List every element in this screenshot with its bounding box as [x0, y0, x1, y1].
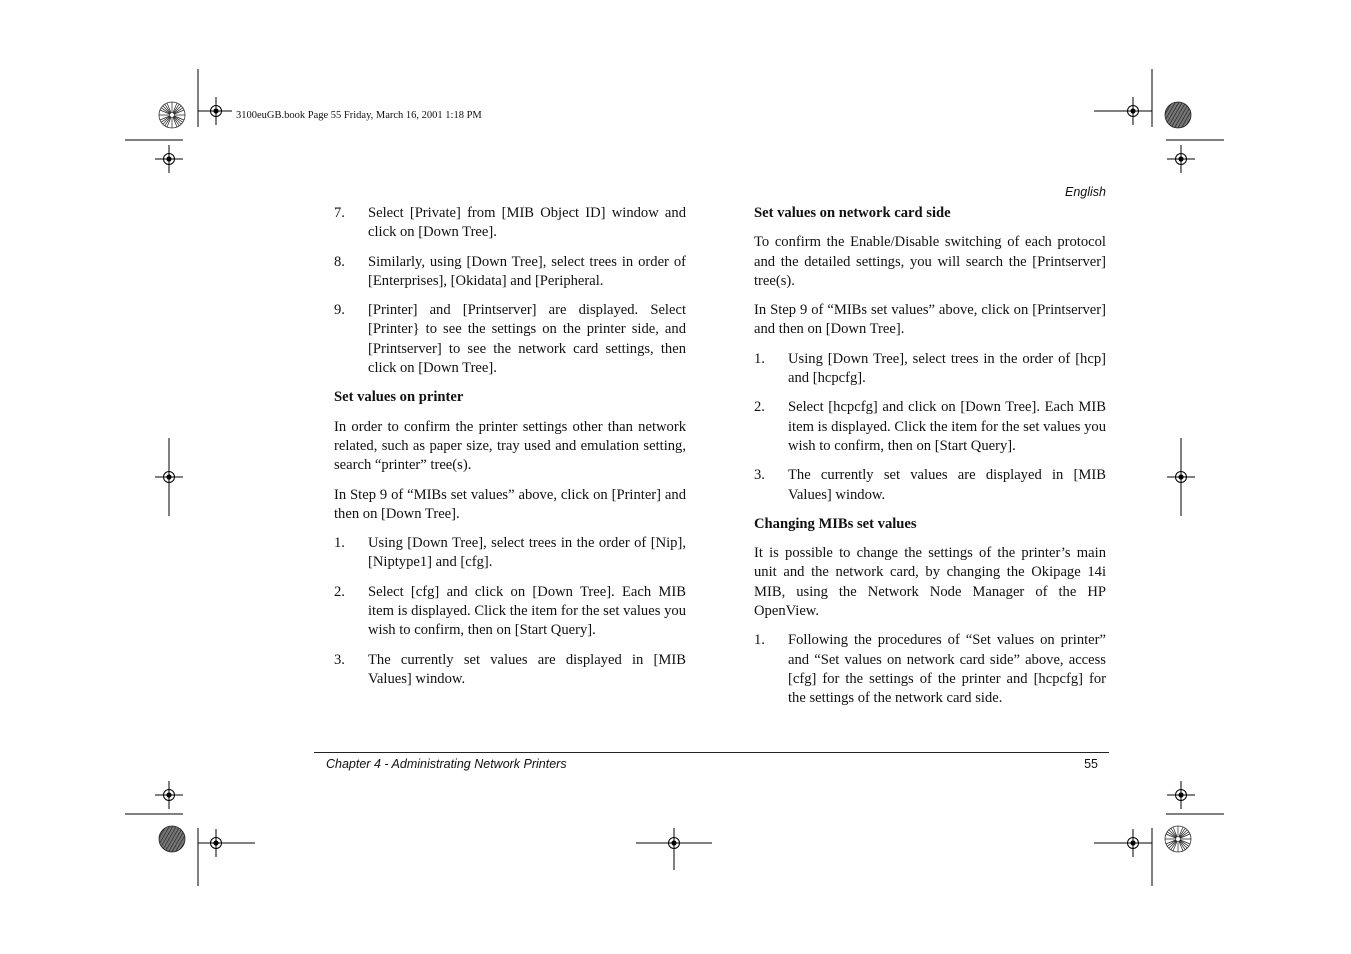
list-number: 3.: [754, 467, 765, 484]
section-heading-printer: Set values on printer: [334, 389, 464, 406]
list-number: 8.: [334, 253, 345, 270]
list-text: Using [Down Tree], select trees in the order of [hcp] and [hcpcfg].: [788, 350, 1106, 387]
paragraph: In Step 9 of “MIBs set values” above, click on [Printserver] and then on [Down Tree].: [754, 302, 1106, 338]
right-column: [754, 204, 1106, 719]
paragraph: It is possible to change the settings of the printer’s main unit and the network card, by changing the Okipage 14i MIB, using the Network Node Manager of the HP OpenView.: [754, 545, 1106, 620]
list-item: [334, 651, 686, 690]
list-item: [754, 398, 1106, 456]
list-text: [Printer] and [Printserver] are displayed. Select [Printer} to see the settings on the printer side, and [Printserver] to see the network card settings, then click on [Down Tree].: [368, 302, 686, 377]
list-item: [334, 204, 686, 243]
list-text: Following the procedures of “Set values on printer” and “Set values on network card side” above, access [cfg] for the settings of the printer and [hcpcfg] for the settings of the network card side.: [788, 632, 1106, 707]
list-number: 1.: [334, 535, 345, 552]
paragraph: In order to confirm the printer settings other than network related, such as paper size, tray used and emulation setting, search “printer” tree(s).: [334, 418, 686, 474]
list-text: The currently set values are displayed in [MIB Values] window.: [788, 467, 1106, 503]
left-column: [334, 204, 686, 699]
list-item: [334, 534, 686, 573]
list-item: [754, 631, 1106, 708]
paragraph: In Step 9 of “MIBs set values” above, click on [Printer] and then on [Down Tree].: [334, 486, 686, 522]
section-heading-network-card: Set values on network card side: [754, 205, 951, 221]
list-text: Select [Private] from [MIB Object ID] window and click on [Down Tree].: [368, 205, 686, 241]
book-slug-line: 3100euGB.book Page 55 Friday, March 16, 2001 1:18 PM: [236, 110, 482, 121]
list-text: The currently set values are displayed in [MIB Values] window.: [368, 651, 686, 687]
paragraph: To confirm the Enable/Disable switching of each protocol and the detailed settings, you will search the [Printserver] tree(s).: [754, 234, 1106, 289]
list-number: 1.: [754, 632, 765, 649]
list-number: 2.: [754, 399, 765, 416]
list-item: [334, 301, 686, 378]
page-number: 55: [1084, 757, 1098, 771]
list-text: Similarly, using [Down Tree], select trees in order of [Enterprises], [Okidata] and [Peripheral.: [368, 253, 686, 289]
language-label: English: [1065, 185, 1106, 199]
list-item: [334, 253, 686, 292]
section-heading-changing-mibs: Changing MIBs set values: [754, 515, 917, 532]
list-number: 1.: [754, 350, 765, 367]
list-item: [334, 583, 686, 641]
list-text: Using [Down Tree], select trees in the order of [Nip], [Niptype1] and [cfg].: [368, 535, 686, 571]
list-item: [754, 466, 1106, 505]
footer-rule: [314, 752, 1109, 753]
list-text: Select [hcpcfg] and click on [Down Tree]. Each MIB item is displayed. Click the item for the set values you wish to confirm, then on [Start Query].: [788, 399, 1106, 454]
list-text: Select [cfg] and click on [Down Tree]. Each MIB item is displayed. Click the item for the set values you wish to confirm, then on [Start Query].: [368, 583, 686, 639]
list-number: 3.: [334, 651, 345, 668]
list-number: 2.: [334, 583, 345, 600]
list-number: 7.: [334, 205, 345, 221]
list-item: [754, 350, 1106, 389]
list-number: 9.: [334, 302, 345, 319]
footer-chapter-title: Chapter 4 - Administrating Network Printers: [326, 757, 567, 771]
